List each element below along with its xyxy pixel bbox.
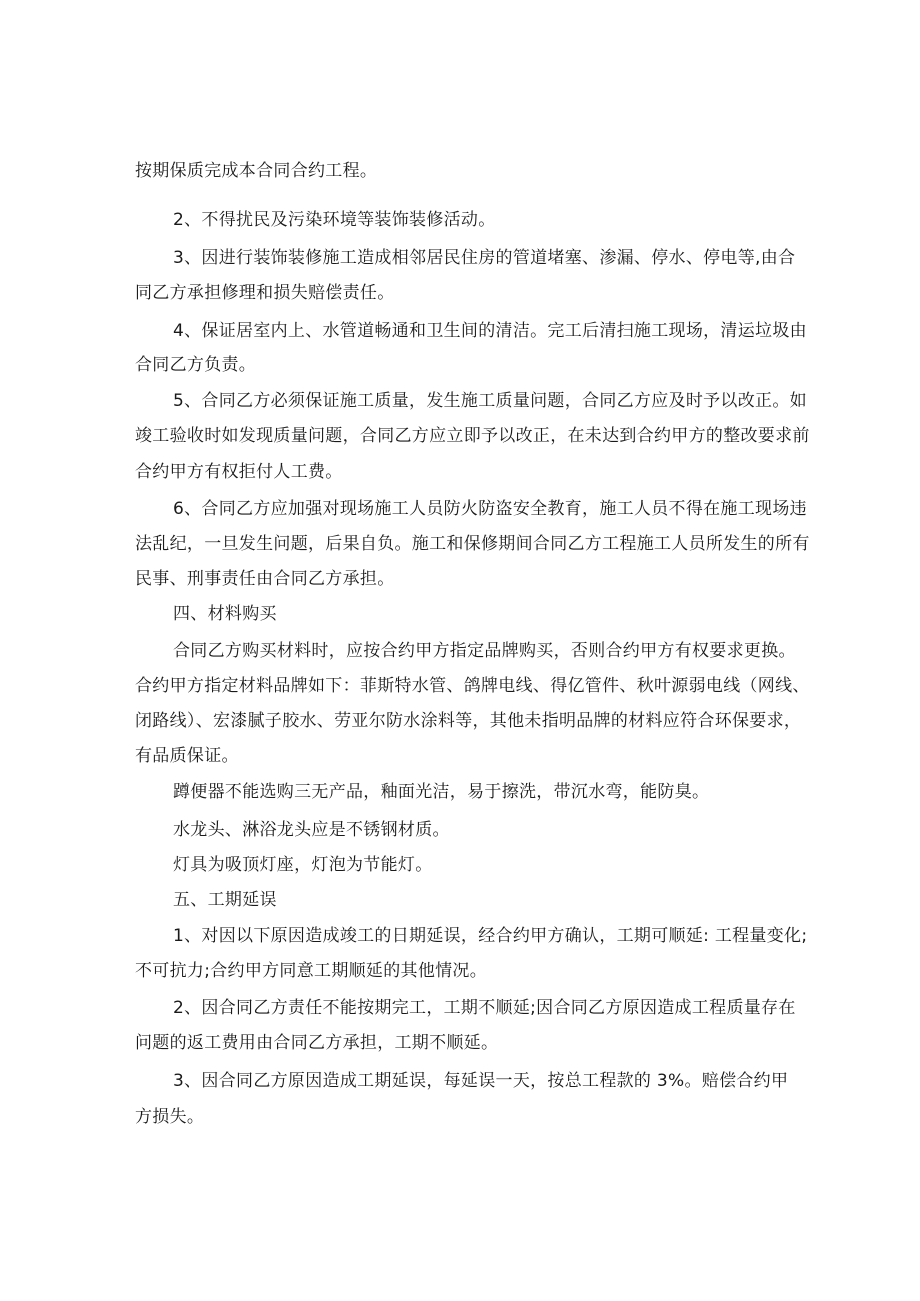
paragraph-line: 5、合同乙方必须保证施工质量，发生施工质量问题，合同乙方应及时予以改正。如: [173, 391, 807, 411]
paragraph-line: 按期保质完成本合同合约工程。: [135, 161, 378, 181]
paragraph-line: 3、因进行装饰装修施工造成相邻居民住房的管道堵塞、渗漏、停水、停电等,由合: [173, 248, 796, 268]
paragraph-line: 2、不得扰民及污染环境等装饰装修活动。: [173, 210, 496, 230]
paragraph-line: 合约甲方指定材料品牌如下：菲斯特水管、鸽牌电线、得亿管件、秋叶源弱电线（网线、: [135, 676, 810, 696]
paragraph-line: 问题的返工费用由合同乙方承担，工期不顺延。: [135, 1033, 499, 1053]
paragraph-line: 合同乙方购买材料时，应按合约甲方指定品牌购买，否则合约甲方有权要求更换。: [173, 641, 796, 661]
paragraph-line: 合约甲方有权拒付人工费。: [135, 462, 343, 482]
paragraph-line: 方损失。: [135, 1107, 205, 1127]
paragraph-line: 灯具为吸顶灯座，灯泡为节能灯。: [173, 855, 433, 875]
paragraph-line: 竣工验收时如发现质量问题，合同乙方应立即予以改正，在未达到合约甲方的整改要求前: [135, 426, 810, 446]
paragraph-line: 闭路线）、宏漆腻子胶水、劳亚尔防水涂料等，其他未指明品牌的材料应符合环保要求，: [135, 711, 802, 731]
paragraph-line: 法乱纪，一旦发生问题，后果自负。施工和保修期间合同乙方工程施工人员所发生的所有: [135, 534, 810, 554]
paragraph-line: 有品质保证。: [135, 746, 239, 766]
section-heading: 五、工期延误: [173, 890, 277, 910]
paragraph-line: 水龙头、淋浴龙头应是不锈钢材质。: [173, 820, 450, 840]
paragraph-line: 不可抗力;合约甲方同意工期顺延的其他情况。: [135, 961, 488, 981]
paragraph-line: 民事、刑事责任由合同乙方承担。: [135, 569, 395, 589]
paragraph-line: 1、对因以下原因造成竣工的日期延误，经合约甲方确认，工期可顺延: 工程量变化;: [173, 926, 808, 946]
paragraph-line: 4、保证居室内上、水管道畅通和卫生间的清洁。完工后清扫施工现场，清运垃圾由: [173, 321, 807, 341]
section-heading: 四、材料购买: [173, 604, 277, 624]
paragraph-line: 2、因合同乙方责任不能按期完工，工期不顺延;因合同乙方原因造成工程质量存在: [173, 998, 796, 1018]
paragraph-line: 同乙方承担修理和损失赔偿责任。: [135, 283, 395, 303]
paragraph-line: 合同乙方负责。: [135, 355, 257, 375]
paragraph-line: 蹲便器不能选购三无产品，釉面光洁，易于擦洗，带沉水弯，能防臭。: [173, 782, 710, 802]
paragraph-line: 3、因合同乙方原因造成工期延误，每延误一天，按总工程款的 3%。赔偿合约甲: [173, 1071, 789, 1091]
paragraph-line: 6、合同乙方应加强对现场施工人员防火防盗安全教育，施工人员不得在施工现场违: [173, 499, 807, 519]
